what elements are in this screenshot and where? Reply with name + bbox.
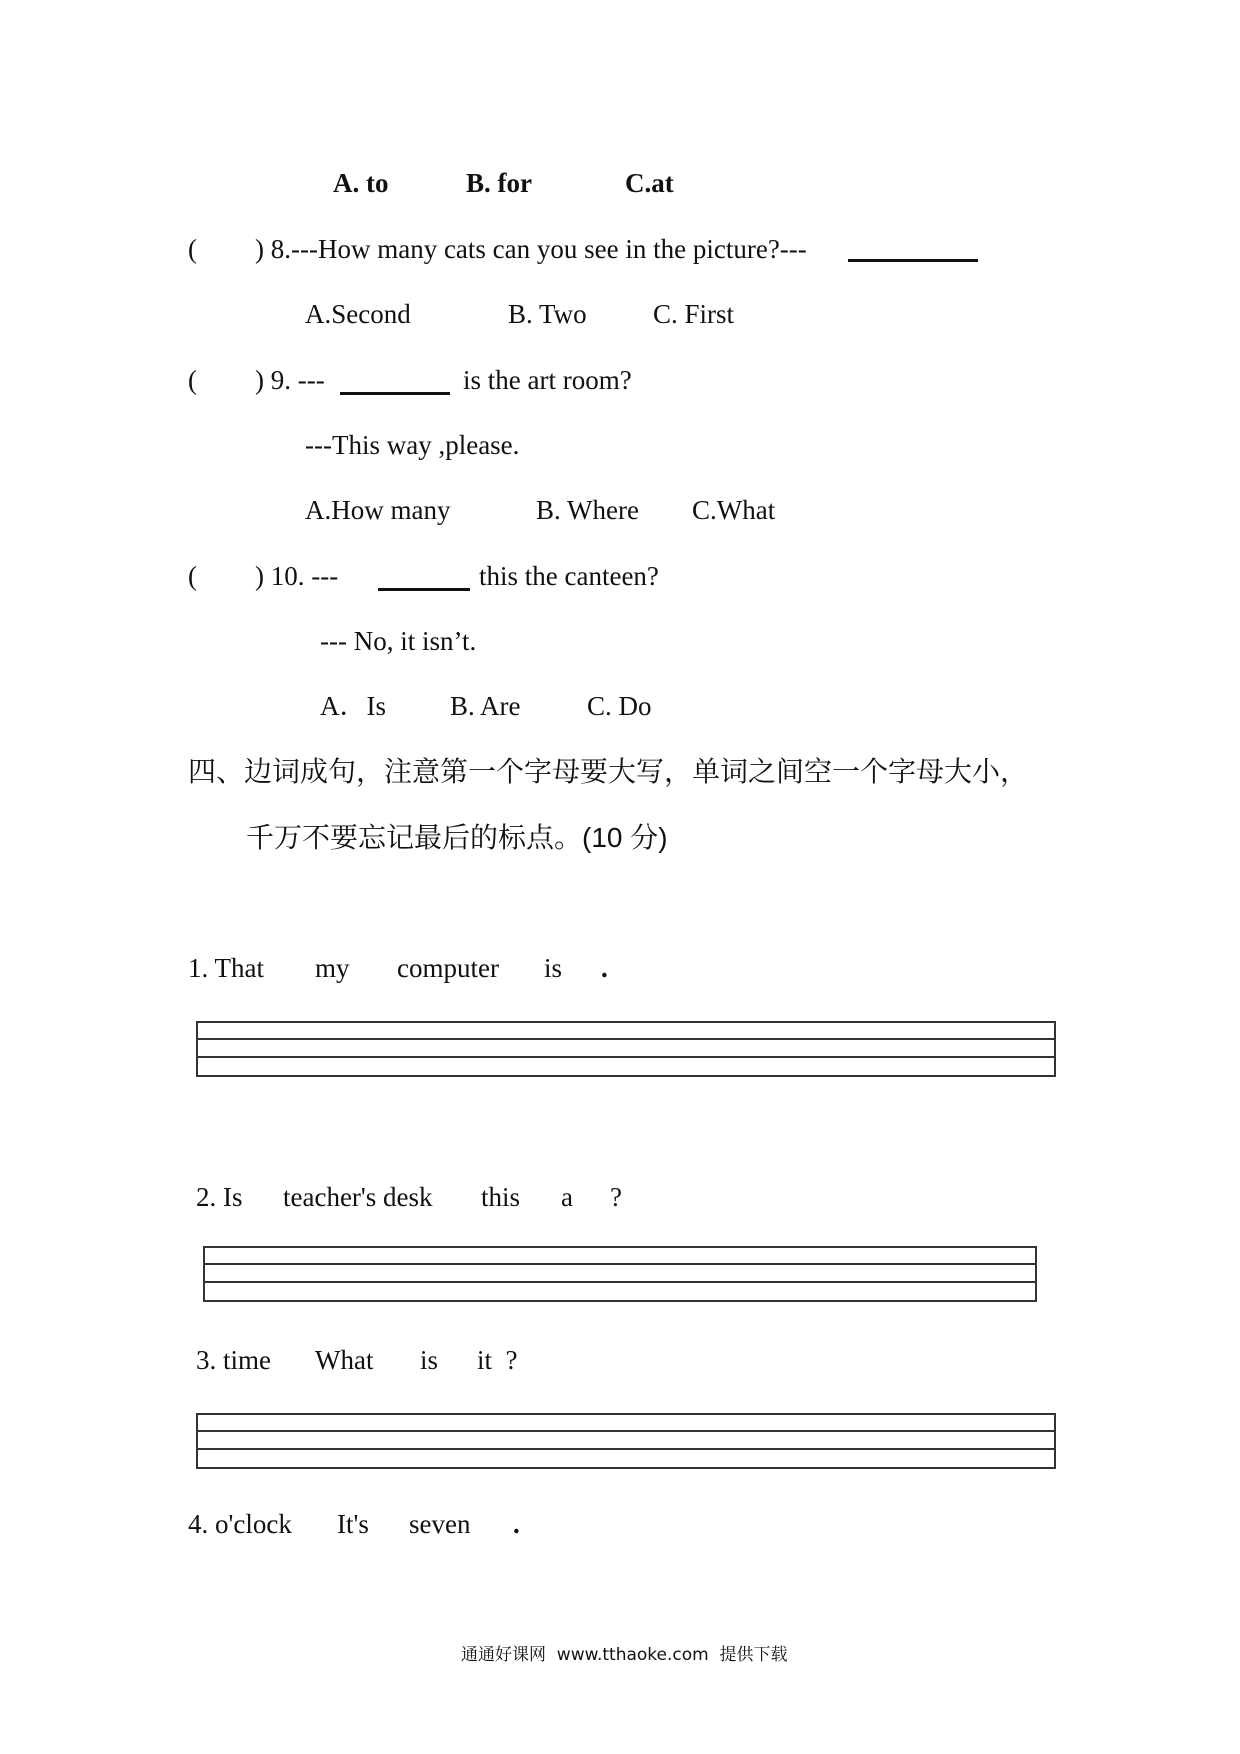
footer-credit: 通通好课网 www.tthaoke.com 提供下载 (461, 1645, 788, 1665)
s1-punctuation: . (601, 953, 608, 983)
s1-word-2: my (315, 953, 350, 983)
s1-word-1: 1. That (188, 953, 264, 983)
q9-prefix: ) 9. --- (255, 365, 325, 395)
q8-option-c: C. First (653, 299, 735, 329)
section-4-heading-continued: 千万不要忘记最后的标点。(10 分) (246, 822, 668, 853)
s4-word-3: seven (409, 1509, 471, 1539)
s1-word-4: is (544, 953, 563, 983)
s4-word-2: It's (337, 1509, 369, 1539)
q10-prefix: ) 10. --- (255, 561, 339, 591)
q7-option-b: B. for (466, 168, 532, 198)
q10-paren-open: ( (188, 561, 197, 591)
q8-paren-open: ( (188, 234, 197, 264)
s3-word-3: is (420, 1345, 439, 1375)
q10-option-c: C. Do (587, 691, 652, 721)
s3-word-1: 3. time (196, 1345, 271, 1375)
writing-line (198, 1056, 1054, 1058)
s3-writing-lines[interactable] (196, 1413, 1056, 1469)
writing-line (205, 1281, 1035, 1283)
q8-option-a: A.Second (305, 299, 411, 329)
s2-word-3: this (481, 1182, 521, 1212)
writing-line (205, 1263, 1035, 1265)
s3-word-2: What (315, 1345, 374, 1375)
s2-writing-lines[interactable] (203, 1246, 1037, 1302)
s2-punctuation: ? (610, 1182, 622, 1212)
s2-word-2: teacher's desk (283, 1182, 433, 1212)
writing-line (198, 1448, 1054, 1450)
q10-suffix: this the canteen? (479, 561, 659, 591)
writing-line (198, 1430, 1054, 1432)
s1-word-3: computer (397, 953, 499, 983)
q9-suffix: is the art room? (463, 365, 632, 395)
q9-option-c: C.What (692, 495, 776, 525)
section-4-heading: 四、边词成句，注意第一个字母要大写，单词之间空一个字母大小， (188, 756, 1029, 787)
q8-option-b: B. Two (508, 299, 587, 329)
q9-paren-open: ( (188, 365, 197, 395)
q8-question: ) 8.---How many cats can you see in the picture?--- (255, 234, 807, 264)
s4-punctuation: . (513, 1509, 520, 1539)
s2-word-4: a (561, 1182, 573, 1212)
q10-response: --- No, it isn’t. (320, 626, 477, 656)
q10-option-a: A．Is (320, 691, 386, 721)
s3-word-4: it ? (477, 1345, 518, 1375)
s2-word-1: 2. Is (196, 1182, 243, 1212)
q7-option-c: C.at (625, 168, 674, 198)
writing-line (198, 1038, 1054, 1040)
q9-option-a: A.How many (305, 495, 451, 525)
q7-option-a: A. to (333, 168, 389, 198)
q9-option-b: B. Where (536, 495, 639, 525)
q9-response: ---This way ,please. (305, 430, 520, 460)
q9-answer-blank[interactable] (340, 392, 450, 395)
q8-answer-blank[interactable] (848, 259, 978, 262)
q10-answer-blank[interactable] (378, 588, 470, 591)
q10-option-b: B. Are (450, 691, 521, 721)
s1-writing-lines[interactable] (196, 1021, 1056, 1077)
s4-word-1: 4. o'clock (188, 1509, 292, 1539)
